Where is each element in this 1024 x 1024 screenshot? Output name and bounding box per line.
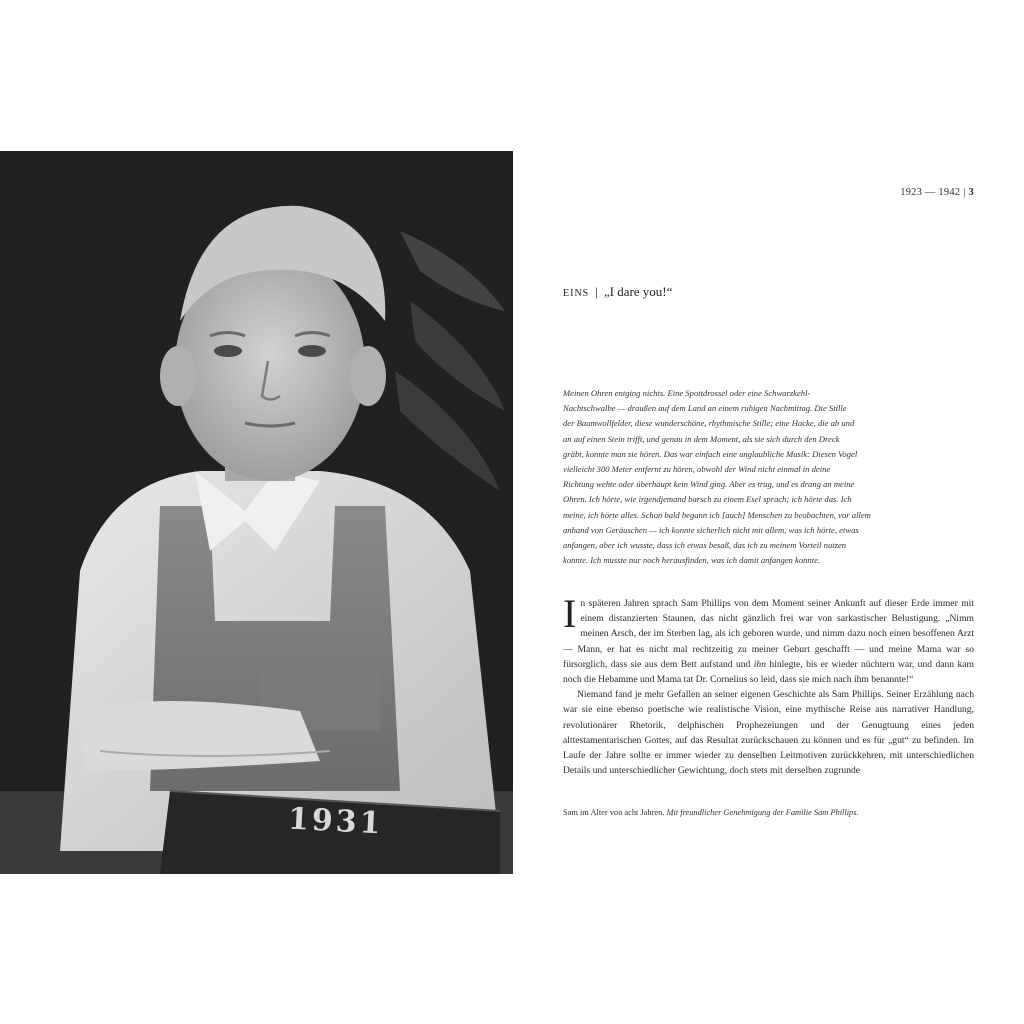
- photo-boy-1931: [0, 151, 513, 874]
- epigraph: [563, 386, 893, 568]
- caption-credit: Mit freundlicher Genehmigung der Familie Sam Phillips.: [666, 808, 859, 817]
- running-head-years: 1923 — 1942: [900, 187, 961, 198]
- epigraph-line: Meinen Ohren entging nichts. Eine Spottdrossel oder eine Schwarzkehl-: [563, 388, 811, 398]
- photo-caption: [563, 808, 859, 817]
- epigraph-line: meine, ich hörte alles. Schon bald begann ich [auch] Menschen zu beobachten, vor allem: [563, 509, 871, 520]
- body-paragraph-1-text: n späteren Jahren sprach Sam Phillips von dem Moment seiner Ankunft auf dieser Erde immer mit einem distanzierten Staunen, das nicht gänzlich frei war von sarkastischer Belustigung. „Nimm meinen Arsch, der im Sterben lag, als ich geboren wurde, und nimm dazu noch einen besoffenen Arzt — Mann, er hat es nicht mal rechtzeitig zu meiner Geburt geschafft — und meine Mama war so fürsorglich, dass sie aus dem Bett aufstand und: [563, 598, 974, 670]
- epigraph-line: Richtung wehte oder überhaupt kein Wind ging. Aber es trug, und es drang an meine: [563, 479, 855, 490]
- chapter-separator: |: [595, 284, 598, 299]
- epigraph-line: konnte. Ich musste nur noch herausfinden, was ich damit anfangen konnte.: [563, 555, 821, 566]
- epigraph-line: Nachtschwalbe — draußen auf dem Land an einem ruhigen Nachmittag. Die Stille: [563, 403, 847, 414]
- body-paragraph-2: Niemand fand je mehr Gefallen an seiner eigenen Geschichte als Sam Phillips. Seiner Erzählung nach war sie eine ebenso poetische wie realistische Vision, eine mythische Reise aus narrativer Handlung, revolutionärer Rhetorik, delphischen Prophezeiungen und der Genugtuung eines jeden alttestamentarischen Gottes, auf das Resultat zurückschauen zu können und es für „gut“ zu befinden. Im Laufe der Jahre sollte er immer wieder zu denselben Leitmotiven zurückkehren, mit unterschiedlichen Details und unterschiedlicher Gewichtung, doch stets mit derselben zugrunde: [563, 689, 974, 777]
- body-paragraph-1-end: hinlegte, bis er wieder nüchtern war, und dann kam noch die Hebamme und Mama tat Dr. Cornelius so leid, dass sie mich nach ihm benannte!“: [563, 658, 974, 686]
- body-emphasis: ihn: [753, 658, 766, 670]
- book-year-label: 1931: [287, 801, 385, 842]
- epigraph-line: anfangen, aber ich wusste, dass ich etwas besaß, das ich zu meinem Vorteil nutzen: [563, 540, 847, 551]
- page-number: 3: [968, 187, 974, 198]
- running-head-separator: |: [963, 187, 966, 198]
- chapter-heading: [563, 284, 672, 300]
- running-head: [900, 187, 974, 198]
- body-paragraph-1: [563, 591, 974, 687]
- epigraph-line: Ohren. Ich hörte, wie irgendjemand barsch zu einem Esel sprach; ich hörte das. Ich: [563, 494, 852, 505]
- epigraph-line: vielleicht 300 Meter entfernt zu hören, obwohl der Wind nicht einmal in deine: [563, 464, 831, 475]
- epigraph-line: anhand von Geräuschen — ich konnte sicherlich nicht mit allem, was ich hörte, etwas: [563, 524, 859, 535]
- epigraph-line: der Baumwollfelder, diese wunderschöne, rhythmische Stille; eine Hacke, die ab und: [563, 418, 855, 429]
- chapter-title: „I dare you!“: [603, 284, 673, 299]
- dropcap: I: [563, 591, 577, 636]
- epigraph-line: gräbt, konnte man sie hören. Das war einfach eine unglaubliche Musik: Diesen Vogel: [563, 448, 858, 459]
- caption-text: Sam im Alter von acht Jahren.: [563, 808, 665, 817]
- chapter-label: EINS: [563, 288, 590, 299]
- epigraph-line: an auf einen Stein trifft, und genau in dem Moment, als sie sich durch den Dreck: [563, 433, 840, 444]
- body-text: [563, 591, 974, 778]
